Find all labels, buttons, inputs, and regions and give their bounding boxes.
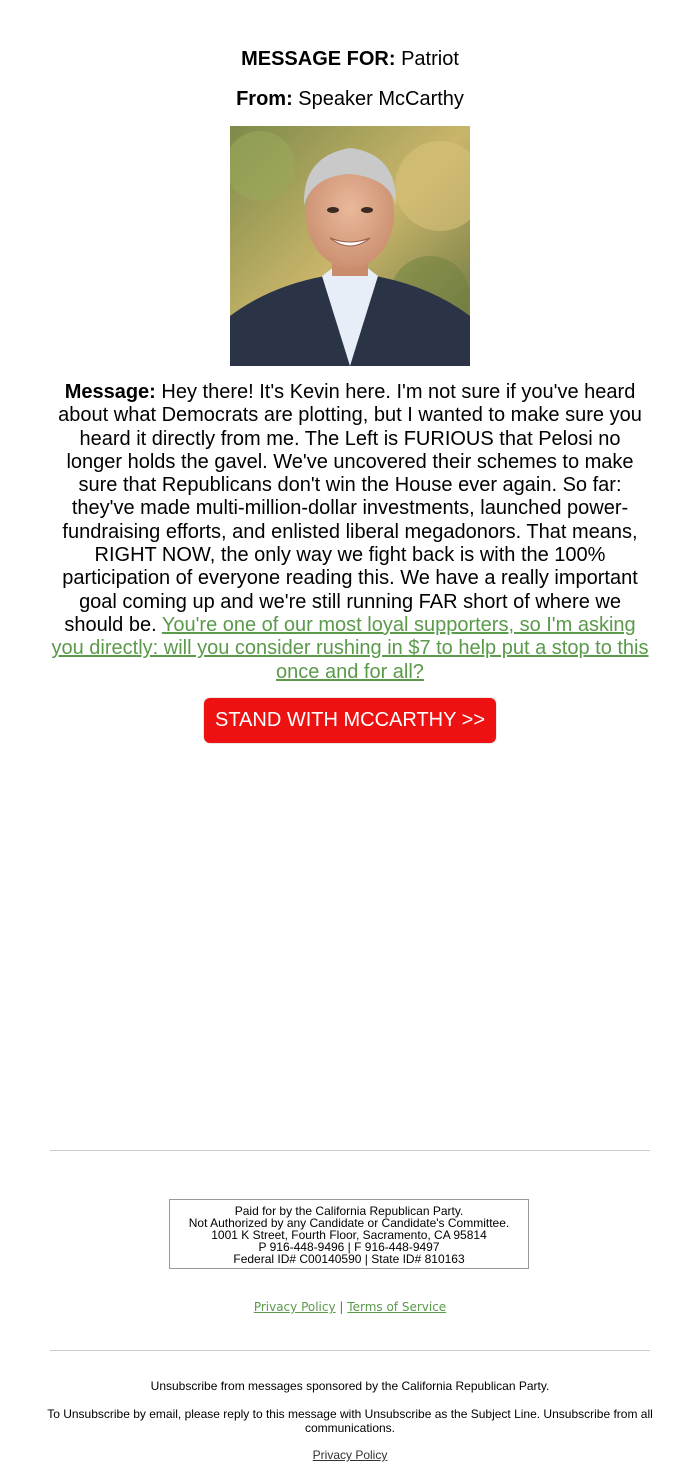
message-for-label: MESSAGE FOR: <box>241 48 396 70</box>
disclaimer-line: Federal ID# C00140590 | State ID# 810163 <box>233 1252 465 1266</box>
divider <box>50 1350 650 1351</box>
stand-with-mccarthy-button[interactable]: STAND WITH MCCARTHY >> <box>204 698 496 743</box>
donate-link[interactable]: You're one of our most loyal supporters, so I'm asking you directly: will you consider rushing in $7 to help put a stop to this once and for all? <box>51 613 649 683</box>
message-label: Message: <box>64 381 156 403</box>
divider <box>50 1150 650 1151</box>
link-separator: | <box>339 1300 344 1314</box>
disclaimer-line: Paid for by the California Republican Party. <box>234 1204 464 1218</box>
footer-links <box>0 1300 700 1314</box>
paid-for-disclaimer-box <box>169 1199 529 1269</box>
unsubscribe-email-notice: To Unsubscribe by email, please reply to this message with Unsubscribe as the Subject Line. Unsubscribe from all communications. <box>47 1407 653 1435</box>
terms-of-service-link[interactable]: Terms of Service <box>347 1300 447 1314</box>
disclaimer-line: Not Authorized by any Candidate or Candidate's Committee. <box>188 1216 510 1230</box>
disclaimer-line: P 916-448-9496 | F 916-448-9497 <box>258 1240 440 1254</box>
from-value: Speaker McCarthy <box>298 88 464 110</box>
from-label: From: <box>236 88 293 110</box>
disclaimer-line: 1001 K Street, Fourth Floor, Sacramento, CA 95814 <box>211 1228 487 1242</box>
from-line <box>50 87 650 111</box>
message-text: Hey there! It's Kevin here. I'm not sure if you've heard about what Democrats are plotting, but I wanted to make sure you heard it directly from me. The Left is FURIOUS that Pelosi no longer holds the gavel. We've uncovered their schemes to make sure that Republicans don't win the House ever again. So far: they've made multi-million-dollar investments, launched power-fundraising efforts, and enlisted liberal megadonors. That means, RIGHT NOW, the only way we fight back is with the 100% participation of everyone reading this. We have a really important goal coming up and we're still running FAR short of where we should be. <box>58 381 642 636</box>
unsubscribe-notice: Unsubscribe from messages sponsored by the California Republican Party. <box>150 1379 550 1393</box>
message-for-line <box>50 47 650 71</box>
privacy-policy-link-bottom[interactable]: Privacy Policy <box>312 1448 388 1462</box>
privacy-policy-link[interactable]: Privacy Policy <box>253 1300 336 1314</box>
speaker-portrait-photo <box>230 126 470 366</box>
unsubscribe-privacy <box>0 1448 700 1462</box>
message-body <box>50 381 650 684</box>
message-for-value: Patriot <box>401 48 459 70</box>
